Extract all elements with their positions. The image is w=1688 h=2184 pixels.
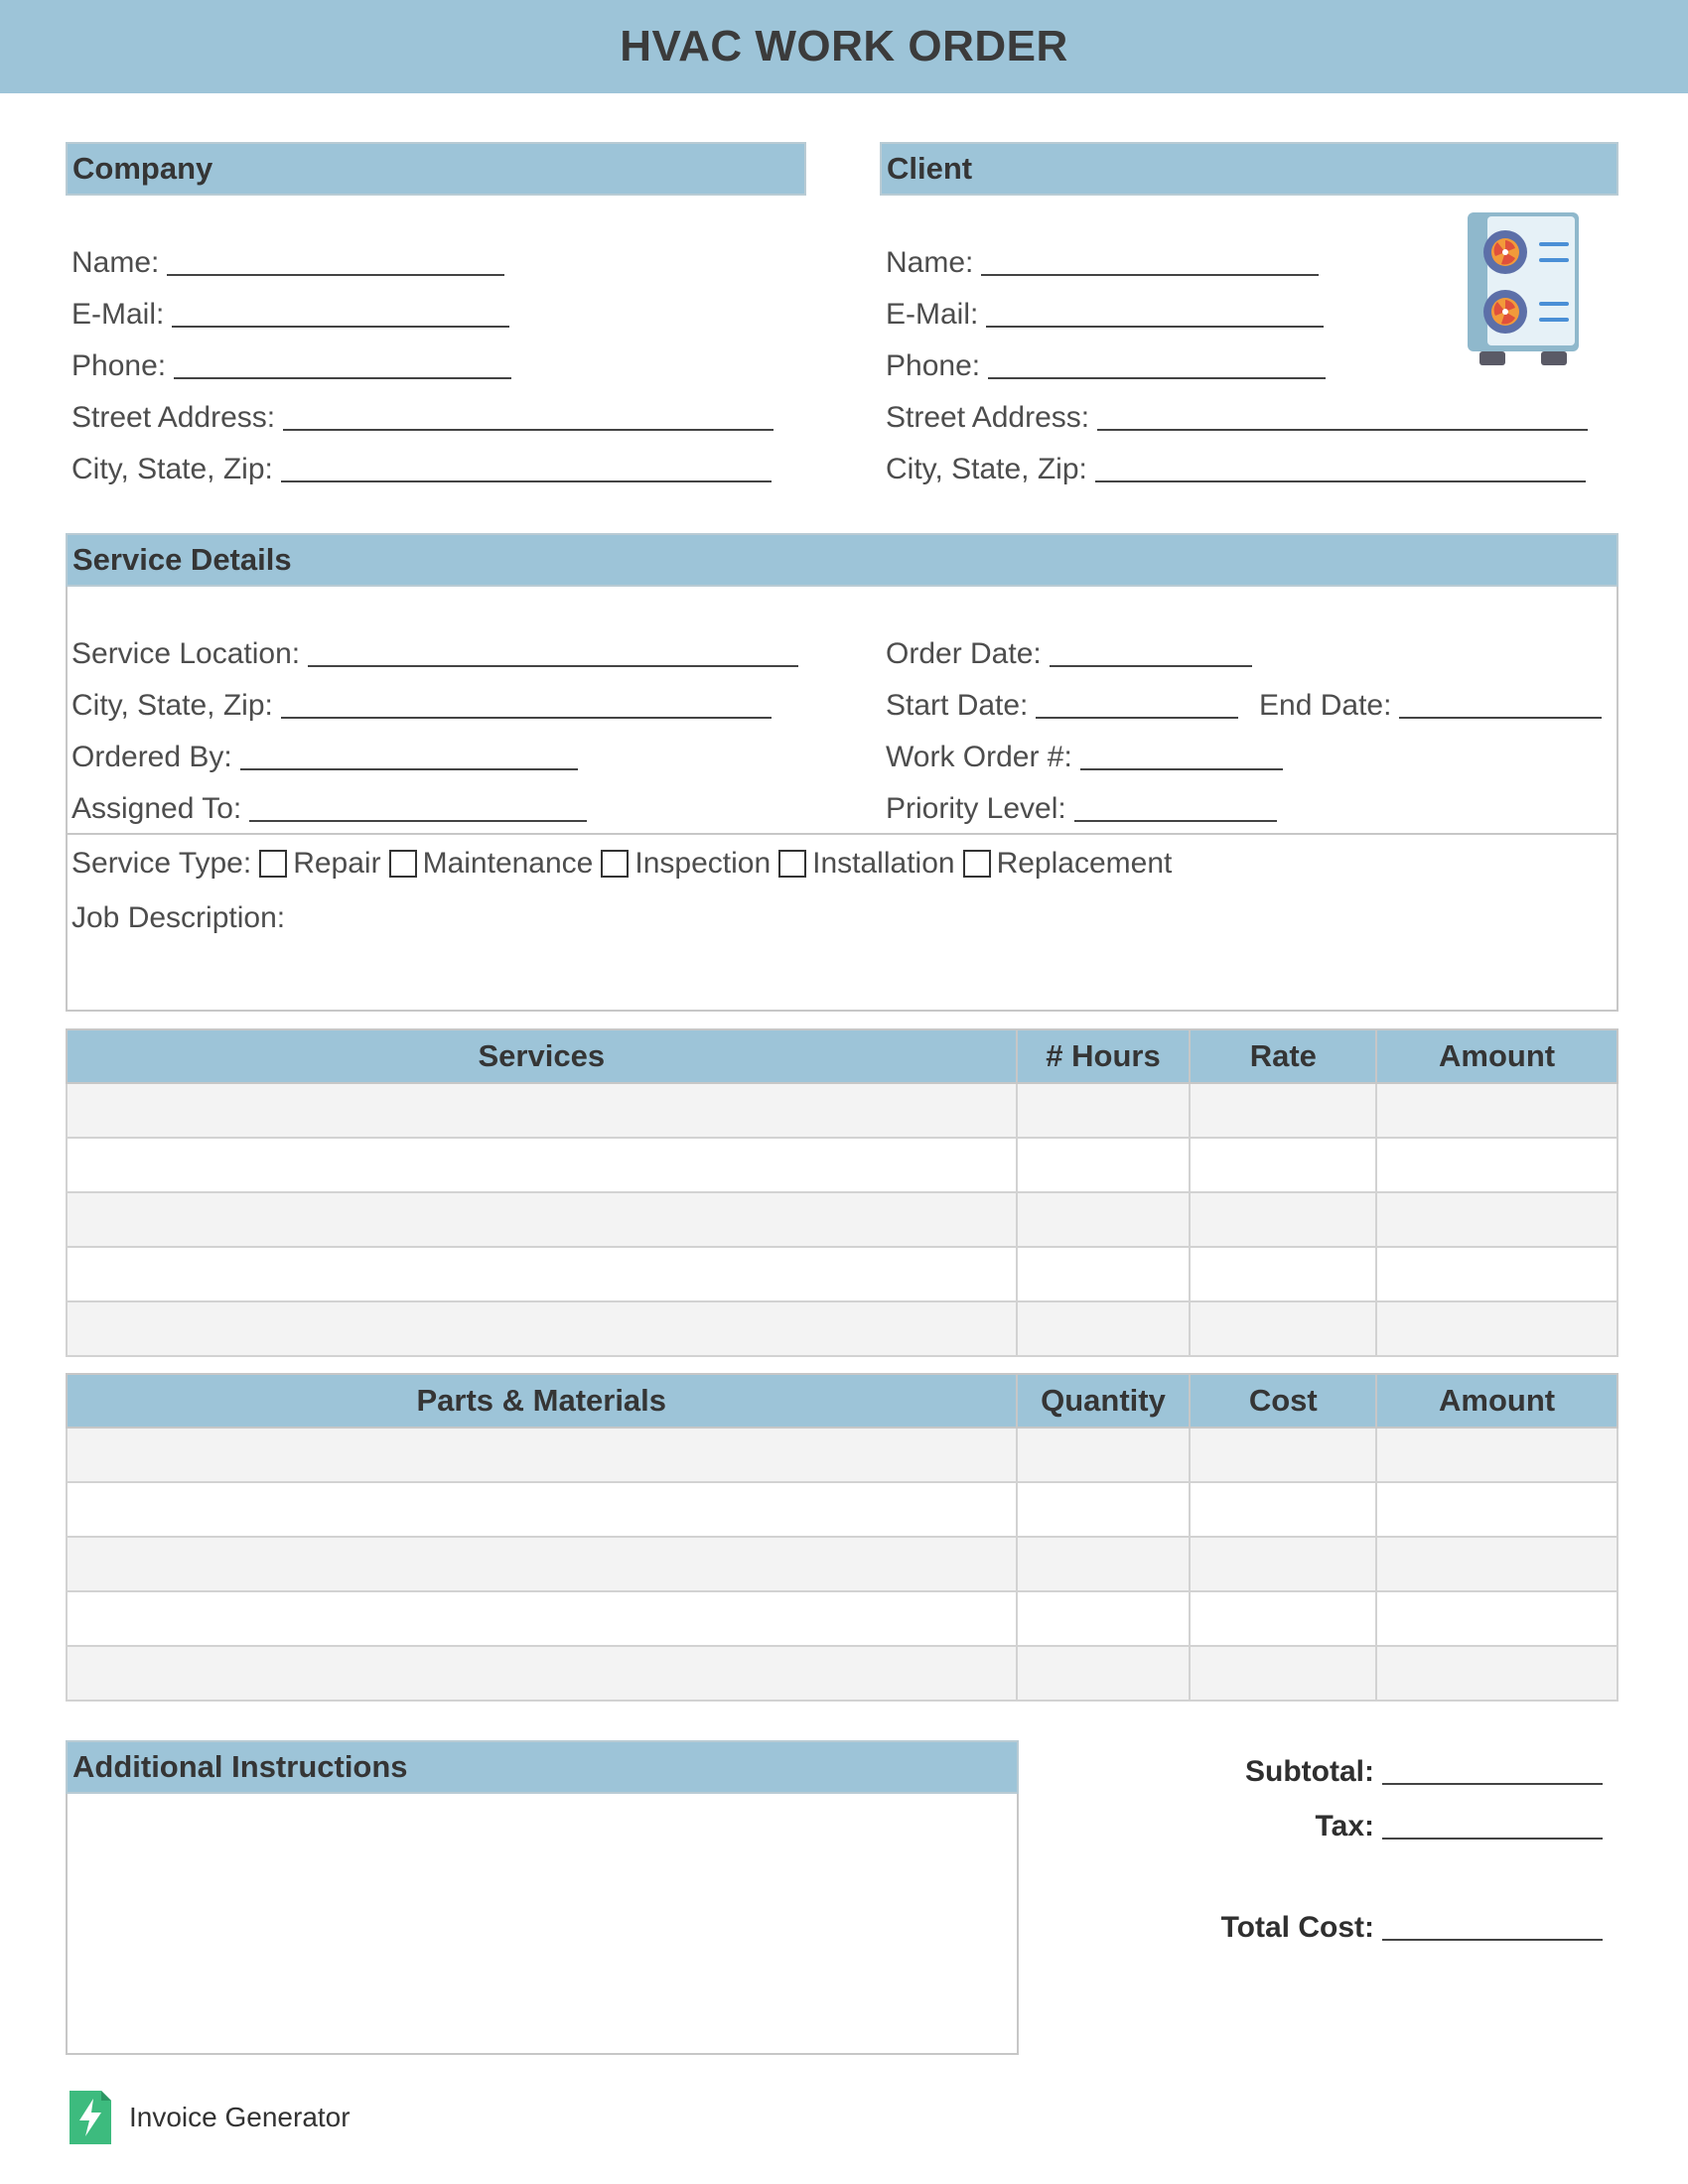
hours-cell[interactable] — [1017, 1138, 1191, 1192]
inspection-label: Inspection — [634, 847, 772, 880]
client-street-line[interactable] — [1097, 401, 1588, 431]
replacement-label: Replacement — [996, 847, 1173, 880]
assigned-to-field[interactable] — [71, 786, 587, 826]
company-name-label: Name: — [71, 246, 160, 279]
service-details-divider — [66, 833, 1618, 835]
subtotal-line[interactable] — [1382, 1755, 1603, 1785]
inspection-checkbox[interactable] — [601, 850, 629, 878]
rate-header: Rate — [1190, 1029, 1376, 1083]
title-bar — [0, 0, 1688, 93]
company-heading-label: Company — [72, 151, 213, 186]
client-name-line[interactable] — [981, 246, 1319, 276]
amount-cell[interactable] — [1376, 1537, 1618, 1591]
order-date-field[interactable] — [886, 631, 1252, 671]
service-type-label: Service Type: — [71, 847, 252, 880]
client-email-line[interactable] — [986, 298, 1324, 328]
part-cell[interactable] — [67, 1646, 1017, 1701]
parts-header: Parts & Materials — [67, 1374, 1017, 1428]
hours-cell[interactable] — [1017, 1301, 1191, 1356]
hours-cell[interactable] — [1017, 1083, 1191, 1138]
quantity-cell[interactable] — [1017, 1591, 1191, 1646]
client-name-field[interactable] — [886, 240, 1319, 280]
cost-cell[interactable] — [1190, 1591, 1376, 1646]
priority-level-line[interactable] — [1074, 792, 1277, 822]
subtotal-field[interactable] — [1245, 1749, 1603, 1789]
table-row — [67, 1482, 1618, 1537]
company-city-label: City, State, Zip: — [71, 453, 273, 485]
hours-cell[interactable] — [1017, 1192, 1191, 1247]
company-heading — [66, 142, 806, 196]
part-cell[interactable] — [67, 1537, 1017, 1591]
work-order-number-field[interactable] — [886, 735, 1283, 774]
quantity-cell[interactable] — [1017, 1537, 1191, 1591]
amount-cell[interactable] — [1376, 1301, 1618, 1356]
parts-amount-header: Amount — [1376, 1374, 1618, 1428]
priority-level-label: Priority Level: — [886, 792, 1066, 825]
installation-checkbox[interactable] — [778, 850, 806, 878]
amount-cell[interactable] — [1376, 1646, 1618, 1701]
company-city-field[interactable] — [71, 447, 772, 486]
service-location-line[interactable] — [308, 637, 798, 667]
repair-label: Repair — [293, 847, 381, 880]
client-phone-field[interactable] — [886, 343, 1326, 383]
cost-cell[interactable] — [1190, 1646, 1376, 1701]
service-location-field[interactable] — [71, 631, 798, 671]
parts-table — [66, 1373, 1618, 1702]
total-cost-label: Total Cost: — [1220, 1911, 1374, 1944]
hours-header: # Hours — [1017, 1029, 1191, 1083]
start-date-field[interactable] — [886, 683, 1238, 723]
assigned-to-line[interactable] — [249, 792, 587, 822]
maintenance-checkbox[interactable] — [389, 850, 417, 878]
order-date-label: Order Date: — [886, 637, 1042, 670]
total-cost-line[interactable] — [1382, 1911, 1603, 1941]
table-row — [67, 1247, 1618, 1301]
quantity-header: Quantity — [1017, 1374, 1191, 1428]
table-row — [67, 1646, 1618, 1701]
tax-field[interactable] — [1316, 1804, 1603, 1843]
client-phone-line[interactable] — [988, 349, 1326, 379]
part-cell[interactable] — [67, 1482, 1017, 1537]
table-row — [67, 1537, 1618, 1591]
company-city-line[interactable] — [281, 453, 772, 482]
service-cell[interactable] — [67, 1192, 1017, 1247]
rate-cell[interactable] — [1190, 1192, 1376, 1247]
company-email-label: E-Mail: — [71, 298, 165, 331]
ordered-by-field[interactable] — [71, 735, 578, 774]
company-name-field[interactable] — [71, 240, 504, 280]
end-date-label: End Date: — [1259, 689, 1392, 722]
client-city-field[interactable] — [886, 447, 1586, 486]
company-name-line[interactable] — [167, 246, 504, 276]
end-date-field[interactable] — [1259, 683, 1602, 723]
tax-line[interactable] — [1382, 1810, 1603, 1840]
amount-cell[interactable] — [1376, 1138, 1618, 1192]
client-name-label: Name: — [886, 246, 974, 279]
table-row — [67, 1083, 1618, 1138]
rate-cell[interactable] — [1190, 1301, 1376, 1356]
services-header-row — [67, 1029, 1618, 1083]
client-phone-label: Phone: — [886, 349, 981, 382]
services-table — [66, 1028, 1618, 1357]
quantity-cell[interactable] — [1017, 1646, 1191, 1701]
quantity-cell[interactable] — [1017, 1428, 1191, 1482]
parts-header-row — [67, 1374, 1618, 1428]
client-heading-label: Client — [887, 151, 973, 186]
footer-logo[interactable] — [70, 2091, 351, 2144]
assigned-to-label: Assigned To: — [71, 792, 242, 825]
ordered-by-line[interactable] — [240, 741, 578, 770]
client-heading — [880, 142, 1618, 196]
table-row — [67, 1428, 1618, 1482]
hours-cell[interactable] — [1017, 1247, 1191, 1301]
start-date-line[interactable] — [1036, 689, 1238, 719]
additional-instructions-heading — [66, 1740, 1019, 1794]
client-street-field[interactable] — [886, 395, 1588, 435]
amount-cell[interactable] — [1376, 1247, 1618, 1301]
service-location-label: Service Location: — [71, 637, 301, 670]
work-order-number-label: Work Order #: — [886, 741, 1072, 773]
services-header: Services — [67, 1029, 1017, 1083]
subtotal-label: Subtotal: — [1245, 1755, 1374, 1788]
client-street-label: Street Address: — [886, 401, 1090, 434]
brand-name: Invoice Generator — [129, 2102, 351, 2132]
company-street-field[interactable] — [71, 395, 774, 435]
service-city-line[interactable] — [281, 689, 772, 719]
service-cell[interactable] — [67, 1138, 1017, 1192]
service-cell[interactable] — [67, 1083, 1017, 1138]
amount-cell[interactable] — [1376, 1428, 1618, 1482]
client-email-field[interactable] — [886, 292, 1324, 332]
cost-cell[interactable] — [1190, 1537, 1376, 1591]
amount-cell[interactable] — [1376, 1083, 1618, 1138]
service-details-heading — [66, 533, 1618, 587]
amount-cell[interactable] — [1376, 1192, 1618, 1247]
installation-label: Installation — [812, 847, 955, 880]
air-conditioner-unit-icon — [1468, 212, 1583, 369]
ordered-by-label: Ordered By: — [71, 741, 232, 773]
end-date-line[interactable] — [1399, 689, 1602, 719]
service-details-heading-label: Service Details — [72, 542, 292, 577]
company-phone-label: Phone: — [71, 349, 167, 382]
cost-cell[interactable] — [1190, 1482, 1376, 1537]
table-row — [67, 1591, 1618, 1646]
services-amount-header: Amount — [1376, 1029, 1618, 1083]
quantity-cell[interactable] — [1017, 1482, 1191, 1537]
part-cell[interactable] — [67, 1591, 1017, 1646]
amount-cell[interactable] — [1376, 1482, 1618, 1537]
company-street-line[interactable] — [283, 401, 774, 431]
company-email-line[interactable] — [172, 298, 509, 328]
rate-cell[interactable] — [1190, 1083, 1376, 1138]
maintenance-label: Maintenance — [422, 847, 594, 880]
company-street-label: Street Address: — [71, 401, 276, 434]
table-row — [67, 1301, 1618, 1356]
company-email-field[interactable] — [71, 292, 509, 332]
client-city-label: City, State, Zip: — [886, 453, 1087, 485]
service-type-row — [71, 844, 1172, 884]
company-phone-field[interactable] — [71, 343, 511, 383]
client-city-line[interactable] — [1095, 453, 1586, 482]
lightning-document-icon — [70, 2091, 111, 2144]
order-date-line[interactable] — [1050, 637, 1252, 667]
cost-cell[interactable] — [1190, 1428, 1376, 1482]
amount-cell[interactable] — [1376, 1591, 1618, 1646]
rate-cell[interactable] — [1190, 1247, 1376, 1301]
service-cell[interactable] — [67, 1247, 1017, 1301]
cost-header: Cost — [1190, 1374, 1376, 1428]
service-cell[interactable] — [67, 1301, 1017, 1356]
additional-instructions-label: Additional Instructions — [72, 1749, 408, 1784]
job-description-field[interactable] — [71, 895, 285, 935]
repair-checkbox[interactable] — [259, 850, 287, 878]
table-row — [67, 1192, 1618, 1247]
service-city-label: City, State, Zip: — [71, 689, 273, 722]
priority-level-field[interactable] — [886, 786, 1277, 826]
service-city-field[interactable] — [71, 683, 772, 723]
page-title: HVAC WORK ORDER — [620, 22, 1068, 70]
part-cell[interactable] — [67, 1428, 1017, 1482]
start-date-label: Start Date: — [886, 689, 1029, 722]
work-order-number-line[interactable] — [1080, 741, 1283, 770]
replacement-checkbox[interactable] — [963, 850, 991, 878]
table-row — [67, 1138, 1618, 1192]
client-email-label: E-Mail: — [886, 298, 979, 331]
rate-cell[interactable] — [1190, 1138, 1376, 1192]
job-description-label: Job Description: — [71, 901, 286, 934]
tax-label: Tax: — [1315, 1810, 1374, 1843]
company-phone-line[interactable] — [174, 349, 511, 379]
total-cost-field[interactable] — [1221, 1905, 1603, 1945]
